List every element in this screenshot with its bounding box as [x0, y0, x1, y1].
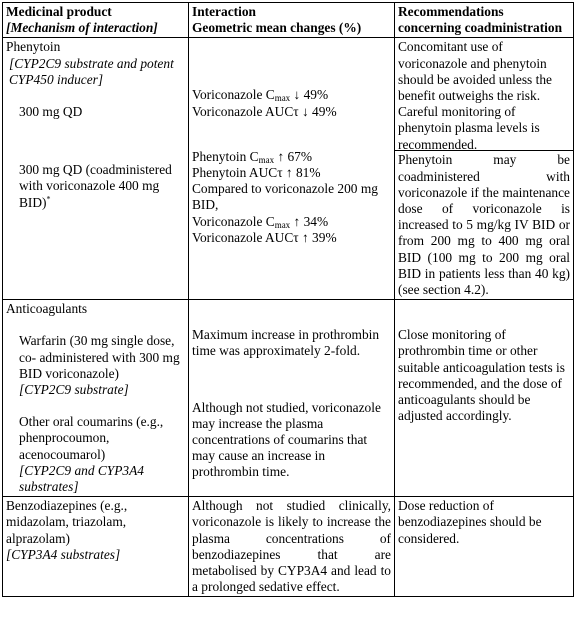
header-col3-title: Recommendations concerning coadministration [398, 4, 563, 36]
interaction-line: Voriconazole $C_{max}$ ↑ 34% [192, 213, 329, 230]
recommendation-block: Concomitant use of voriconazole and phenytoin should be avoided unless the benefit outweighs the risk. Careful monitoring of phenytoin plasma levels is recommended. [395, 38, 573, 151]
header-col1-subtitle: [Mechanism of interaction] [6, 20, 158, 36]
coumarins-text: Other oral coumarins (e.g., phenprocoumon, acenocoumarol) [19, 414, 164, 462]
interaction-line: Phenytoin $C_{max}$ ↑ 67% [192, 148, 313, 165]
cell-phenytoin-product [3, 38, 189, 300]
interaction-line: Voriconazole AUCτ ↓ 49% [192, 103, 337, 119]
interaction-text: Maximum increase in prothrombin time was approximately 2-fold. [192, 327, 380, 359]
cell-benzodiazepines-recommendation [395, 497, 574, 597]
cell-anticoagulants-interaction [189, 300, 395, 497]
table-row-phenytoin [3, 38, 574, 300]
recommendation-text: Close monitoring of prothrombin time or other suitable anticoagulation tests is recommended, and the dose of anticoagulants should be adjusted accordingly. [398, 327, 565, 424]
interaction-text: Although not studied, voriconazole may increase the plasma concentrations of coumarins that may cause an increase in prothrombin time. [192, 399, 381, 480]
footnote-mark: * [46, 194, 51, 204]
header-interaction [189, 3, 395, 38]
mechanism-text: [CYP2C9 and CYP3A4 substrates] [19, 462, 145, 495]
table-row-anticoagulants [3, 300, 574, 497]
cell-anticoagulants-recommendation [395, 300, 574, 497]
drug-class-name: Benzodiazepines (e.g., midazolam, triazolam, alprazolam) [6, 498, 128, 546]
interaction-line: Phenytoin AUCτ ↑ 81% [192, 165, 321, 181]
header-col1-title: Medicinal product [6, 4, 112, 19]
recommendation-block-2: Phenytoin may be coadministered with voriconazole if the maintenance dose of voriconazole is increased to 5 mg/kg IV BID or from 200 mg to 400 mg oral BID (100 mg to 200 mg oral BID in patients less than 40 kg) (see section 4.2). [398, 152, 570, 298]
warfarin-text: Warfarin (30 mg single dose, co- administered with 300 mg BID voriconazole) [19, 333, 180, 381]
cell-anticoagulants-product [3, 300, 189, 497]
interaction-line: Voriconazole $C_{max}$ ↓ 49% [192, 87, 329, 104]
interaction-table [2, 2, 574, 597]
header-recommendations [395, 3, 574, 38]
header-medicinal-product [3, 3, 189, 38]
interaction-text: Although not studied clinically, voriconazole is likely to increase the plasma concentrations of benzodiazepines that are metabolised by CYP3A4 and lead to a prolonged sedative effect. [192, 498, 391, 595]
dose-text-2: 300 mg QD (coadministered with voriconazole 400 mg BID)* [19, 162, 172, 210]
mechanism-text: [CYP2C9 substrate and potent CYP450 inducer] [9, 55, 174, 87]
cell-benzodiazepines-interaction [189, 497, 395, 597]
drug-class-name: Anticoagulants [6, 301, 88, 317]
cell-phenytoin-interaction [189, 38, 395, 300]
table-row-benzodiazepines [3, 497, 574, 597]
header-col2-subtitle: Geometric mean changes (%) [192, 20, 362, 36]
cell-benzodiazepines-product [3, 497, 189, 597]
mechanism-text: [CYP3A4 substrates] [6, 546, 121, 562]
cell-phenytoin-recommendation [395, 38, 574, 300]
interaction-line: Voriconazole AUCτ ↑ 39% [192, 229, 337, 245]
mechanism-text: [CYP2C9 substrate] [19, 382, 129, 398]
dose-text: 300 mg QD [19, 104, 83, 120]
drug-name: Phenytoin [6, 39, 61, 55]
recommendation-text: Dose reduction of benzodiazepines should be considered. [398, 498, 542, 546]
header-col2-title: Interaction [192, 4, 256, 19]
header-row [3, 3, 574, 38]
interaction-line: Compared to voriconazole 200 mg BID, [192, 181, 378, 213]
